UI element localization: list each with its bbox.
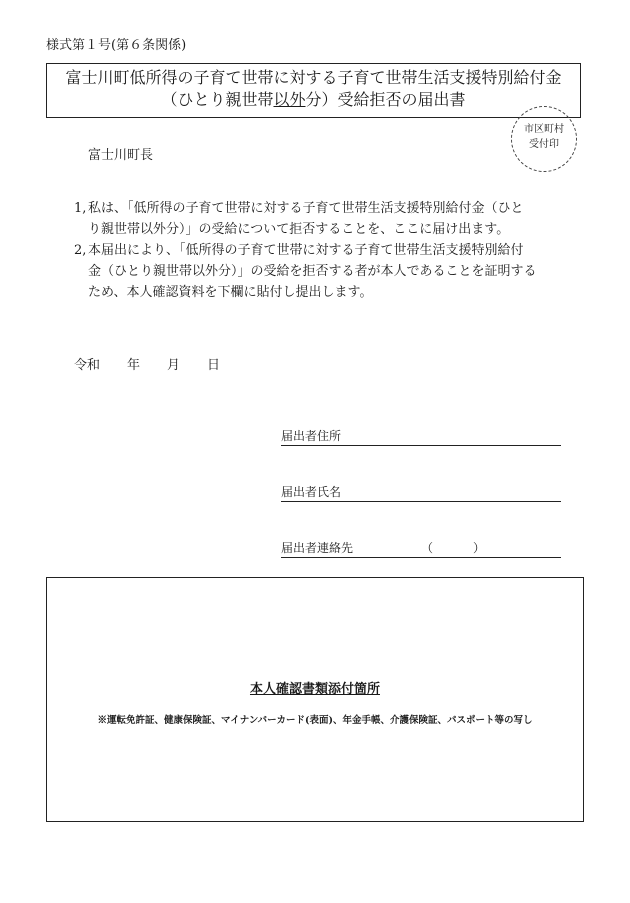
- title-emphasis: 以外: [273, 90, 306, 109]
- stamp-label-1: 市区町村: [524, 124, 564, 135]
- item-1-text: [88, 198, 560, 240]
- date-day: 日: [207, 358, 221, 373]
- contact-label: 届出者連絡先: [281, 541, 354, 555]
- name-label: 届出者氏名: [281, 485, 342, 499]
- date-row: [74, 354, 220, 373]
- reception-stamp-area: [511, 106, 577, 172]
- id-section-note: ※運転免許証、健康保険証、マイナンバーカード(表面)、年金手帳、介護保険証、パスポート等の写し: [97, 715, 533, 726]
- item-2-line: 本届出により、「低所得の子育て世帯に対する子育て世帯生活支援特別給付: [88, 243, 524, 258]
- item-2-line: ため、本人確認資料を下欄に貼付し提出します。: [88, 285, 373, 300]
- item-1-number: 1,: [74, 201, 87, 216]
- id-section-title: 本人確認書類添付箇所: [249, 682, 380, 697]
- title-line-2: [47, 89, 580, 111]
- contact-paren-open: （: [421, 541, 434, 555]
- contact-paren-close: ）: [473, 541, 486, 555]
- title-line-2-prefix: （ひとり親世帯: [161, 90, 274, 109]
- address-label: 届出者住所: [281, 429, 342, 443]
- id-document-attachment-area[interactable]: [46, 577, 584, 822]
- date-month: 月: [167, 358, 181, 373]
- item-1-line: り親世帯以外分）」の受給について拒否することを、ここに届け出ます。: [88, 222, 510, 237]
- item-1-line: 私は、「低所得の子育て世帯に対する子育て世帯生活支援特別給付金（ひと: [88, 201, 524, 216]
- stamp-label-2: 受付印: [529, 139, 559, 150]
- address-field[interactable]: [281, 427, 561, 446]
- addressee: 富士川町長: [88, 148, 154, 163]
- document-title: [46, 63, 581, 118]
- item-2-text: [88, 240, 560, 303]
- date-era: 令和: [74, 358, 101, 373]
- form-number: 様式第１号(第６条関係): [46, 38, 187, 53]
- title-line-2-suffix: 分）受給拒否の届出書: [305, 90, 466, 109]
- title-line-1: 富士川町低所得の子育て世帯に対する子育て世帯生活支援特別給付金: [65, 68, 562, 87]
- name-field[interactable]: [281, 483, 561, 502]
- item-2-number: 2,: [74, 243, 87, 258]
- contact-field[interactable]: [281, 539, 561, 558]
- item-2-line: 金（ひとり親世帯以外分）」の受給を拒否する者が本人であることを証明する: [88, 264, 537, 279]
- date-year: 年: [127, 358, 141, 373]
